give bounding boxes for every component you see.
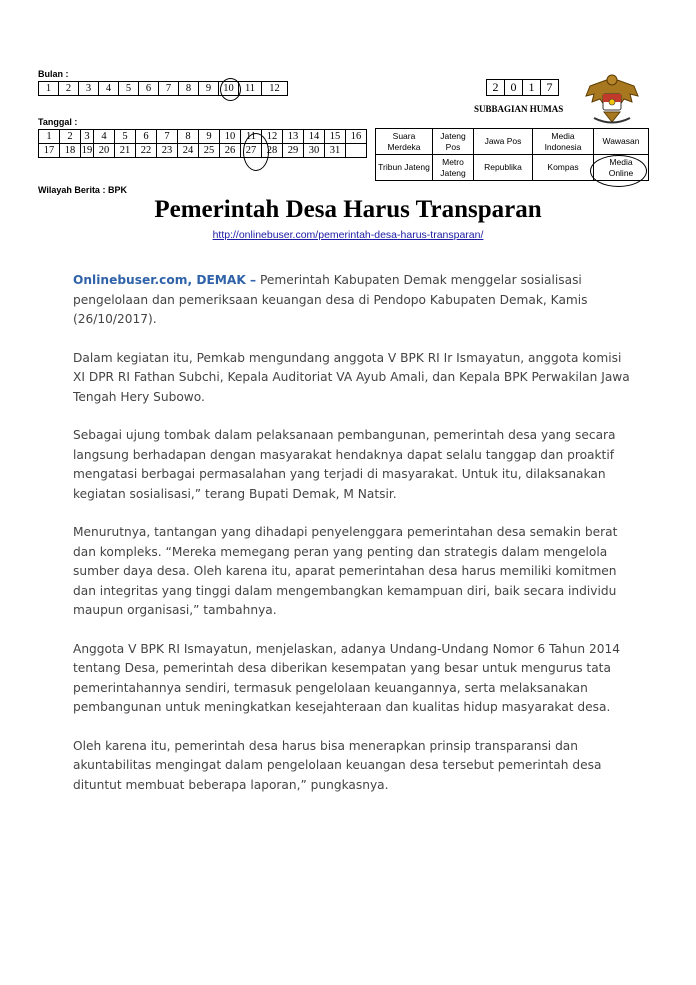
paragraph-text: Pemerintah Kabupaten Demak menggelar sosialisasi pengelolaan dan pemeriksaan keuangan desa di Pendopo Kabupaten Demak, Kamis (26/10/2017). — [73, 273, 588, 326]
month-cell: 7 — [159, 82, 179, 96]
selected-day-circle — [243, 133, 269, 171]
year-digit: 7 — [541, 80, 559, 96]
day-cell: 15 — [325, 130, 346, 144]
day-cell: 20 — [94, 144, 115, 158]
selected-month-circle — [220, 78, 241, 101]
month-cell: 9 — [199, 82, 219, 96]
day-cell: 7 — [157, 130, 178, 144]
tanggal-label: Tanggal : — [38, 117, 78, 127]
month-cell: 2 — [59, 82, 79, 96]
month-cell: 12 — [262, 82, 288, 96]
garuda-emblem-icon — [582, 72, 642, 130]
day-cell: 24 — [178, 144, 199, 158]
media-cell: Tribun Jateng — [376, 155, 433, 181]
article-paragraph: Anggota V BPK RI Ismayatun, menjelaskan, adanya Undang-Undang Nomor 6 Tahun 2014 tentang Desa, pemerintah desa diberikan kesempatan yang besar untuk mengurus tata pemerintahannya sendiri, termasuk pengelolaan keuangannya, serta melaksanakan pembangunan untuk meningkatkan kesejahteraan dan kualitas hidup masyarakat desa. — [73, 641, 620, 714]
source-label: Onlinebuser.com, DEMAK – — [73, 273, 257, 287]
day-cell: 21 — [115, 144, 136, 158]
day-cell: 1 — [39, 130, 60, 144]
day-cell: 14 — [304, 130, 325, 144]
day-cell: 5 — [115, 130, 136, 144]
article-paragraph: Menurutnya, tantangan yang dihadapi penyelenggara pemerintahan desa semakin berat dan kompleks. “Mereka memegang peran yang penting dan strategis dalam mengelola sumber daya desa. Oleh karena itu, aparat pemerintahan desa harus memiliki komitmen dan integritas yang tinggi dalam mengembangkan kemampuan diri, baik secara individu maupun organisasi,” tambahnya. — [73, 525, 618, 617]
month-cell: 11 — [239, 82, 262, 96]
media-cell: Jateng Pos — [433, 129, 474, 155]
month-cell: 5 — [119, 82, 139, 96]
day-cell: 30 — [304, 144, 325, 158]
media-cell: Metro Jateng — [433, 155, 474, 181]
day-cell: 17 — [39, 144, 60, 158]
day-cell: 3 — [81, 130, 94, 144]
media-cell: Wawasan — [594, 129, 649, 155]
department-label: SUBBAGIAN HUMAS — [474, 104, 564, 114]
day-cell: 12 — [262, 130, 283, 144]
media-cell: Suara Merdeka — [376, 129, 433, 155]
day-cell: 19 — [81, 145, 93, 156]
media-cell: Republika — [474, 155, 533, 181]
day-cell: 16 — [346, 130, 367, 144]
day-cell: 28 — [262, 144, 283, 158]
day-table — [38, 129, 367, 158]
month-cell: 3 — [79, 82, 99, 96]
day-cell: 4 — [94, 130, 115, 144]
day-cell-selected: 27 — [241, 144, 262, 158]
day-cell: 2 — [60, 130, 81, 144]
wilayah-label: Wilayah Berita : BPK — [38, 185, 127, 195]
day-cell: 8 — [178, 130, 199, 144]
month-cell: 6 — [139, 82, 159, 96]
bulan-label: Bulan : — [38, 69, 69, 79]
article-paragraph: Dalam kegiatan itu, Pemkab mengundang anggota V BPK RI Ir Ismayatun, anggota komisi XI DPR RI Fathan Subchi, Kepala Auditoriat VA Ayub Amali, dan Kepala BPK Perwakilan Jawa Tengah Hery Subowo. — [73, 350, 630, 404]
month-cell: 8 — [179, 82, 199, 96]
day-cell: 13 — [283, 130, 304, 144]
month-cell: 4 — [99, 82, 119, 96]
media-cell-selected: Media Online — [594, 155, 649, 181]
day-cell: 10 — [220, 130, 241, 144]
month-cell-selected: 10 — [219, 82, 239, 96]
day-cell: 11 — [241, 130, 262, 144]
day-cell — [346, 144, 367, 158]
article-url-link[interactable]: http://onlinebuser.com/pemerintah-desa-harus-transparan/ — [212, 229, 484, 241]
year-digit: 0 — [505, 80, 523, 96]
selected-media-circle — [590, 155, 647, 187]
article-paragraph: Oleh karena itu, pemerintah desa harus bisa menerapkan prinsip transparansi dan akuntabilitas mengingat dalam pengelolaan keuangan desa tersebut pemerintah desa dituntut membuat beberapa laporan,” pungkasnya. — [73, 738, 602, 792]
month-cell: 1 — [39, 82, 59, 96]
month-table — [38, 81, 288, 96]
media-cell: Kompas — [533, 155, 594, 181]
day-cell: 31 — [325, 144, 346, 158]
article-paragraph — [73, 271, 633, 330]
day-cell: 29 — [283, 144, 304, 158]
year-digit: 1 — [523, 80, 541, 96]
media-cell: Jawa Pos — [474, 129, 533, 155]
article-title: Pemerintah Desa Harus Transparan — [154, 196, 542, 223]
year-digit: 2 — [487, 80, 505, 96]
day-cell: 22 — [136, 144, 157, 158]
media-cell: Media Indonesia — [533, 129, 594, 155]
year-table — [486, 79, 559, 96]
day-cell: 23 — [157, 144, 178, 158]
day-cell: 9 — [199, 130, 220, 144]
article-paragraph: Sebagai ujung tombak dalam pelaksanaan pembangunan, pemerintah desa yang secara langsung berhadapan dengan masyarakat hendaknya dapat selalu tanggap dan proaktif mengatasi berbagai permasalahan yang terjadi di masyarakat. Untuk itu, dilaksanakan kegiatan sosialisasi,” terang Bupati Demak, M Natsir. — [73, 428, 616, 501]
article-body — [73, 271, 633, 814]
day-cell: 25 — [199, 144, 220, 158]
day-cell: 6 — [136, 130, 157, 144]
day-cell: 18 — [60, 144, 81, 158]
day-cell: 26 — [220, 144, 241, 158]
